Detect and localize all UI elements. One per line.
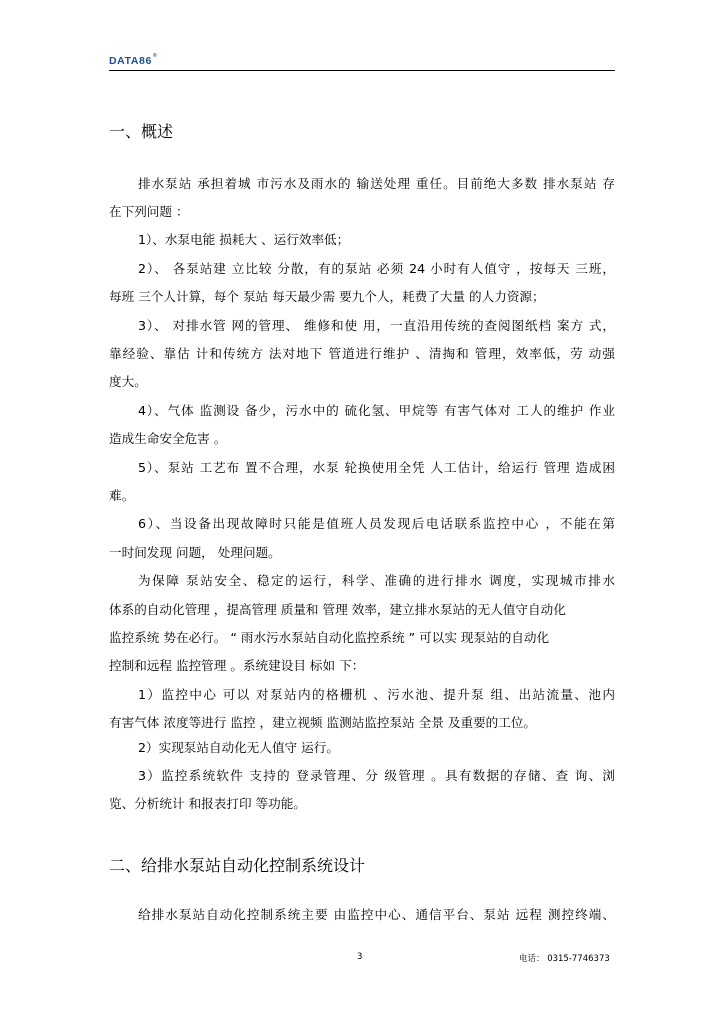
paragraph-line: 有害气体 浓度等进行 监控 ，建立视频 监测站监控泵站 全景 及重要的工位。 <box>109 715 537 730</box>
paragraph-line: 每班 三个人计算，每个 泵站 每天最少需 要九个人，耗费了大量 的人力资源； <box>109 289 545 304</box>
header-rule <box>109 70 615 71</box>
paragraph-line: 控制和远程 监控管理 。系统建设目 标如 下： <box>109 658 365 673</box>
section-title-overview: 一、概述 <box>109 122 174 141</box>
paragraph-line: 5）、泵站 工艺布 置不合理，水泵 轮换使用全凭 人工估计，给运行 管理 造成困 <box>138 460 615 475</box>
registered-mark: ® <box>152 53 158 59</box>
page-number: 3 <box>357 952 363 962</box>
company-logo <box>109 55 157 67</box>
paragraph-line: 难。 <box>109 488 135 503</box>
paragraph-line: 一时间发现 问题， 处理问题。 <box>109 545 281 560</box>
logo-text: DATA86 <box>109 55 152 67</box>
paragraph-line: 排水泵站 承担着城 市污水及雨水的 输送处理 重任。目前绝大多数 排水泵站 存 <box>138 176 615 191</box>
section-title-design: 二、给排水泵站自动化控制系统设计 <box>109 856 366 875</box>
footer-phone: 电话： 0315-7746373 <box>519 954 610 964</box>
paragraph-line: 3）监控系统软件 支持的 登录管理、分 级管理 。具有数据的存储、查 询、浏 <box>138 768 615 783</box>
paragraph-line: 3）、 对排水管 网的管理、 维修和使 用，一直沿用传统的查阅图纸档 案方 式， <box>138 318 615 333</box>
paragraph-line: 靠经验、靠估 计和传统方 法对地下 管道进行维护 、清掏和 管理，效率低，劳 动强 <box>109 346 615 361</box>
paragraph-line: 2）、 各泵站建 立比较 分散，有的泵站 必须 24 小时有人值守 ，按每天 三班， <box>138 261 615 276</box>
paragraph-line: 6）、当设备出现故障时只能是值班人员发现后电话联系监控中心 ，不能在第 <box>138 516 615 531</box>
paragraph-line: 度大。 <box>109 374 147 389</box>
paragraph-line: 造成生命安全危害 。 <box>109 431 227 446</box>
paragraph-line: 1）监控中心 可以 对泵站内的格栅机 、污水池、提升泵 组、出站流量、池内 <box>138 687 615 702</box>
paragraph-line: 1）、水泵电能 损耗大 、运行效率低； <box>138 232 350 247</box>
paragraph-line: 给排水泵站自动化控制系统主要 由监控中心、通信平台、泵站 远程 测控终端、 <box>138 907 615 922</box>
paragraph-line: 2）实现泵站自动化无人值守 运行。 <box>138 740 339 755</box>
paragraph-line: 为保障 泵站安全、稳定的运行，科学、准确的进行排水 调度，实现城市排水 <box>138 573 615 588</box>
paragraph-line: 在下列问题 ： <box>109 204 189 219</box>
paragraph-line: 监控系统 势在必行。 “ 雨水污水泵站自动化监控系统 ” 可以实 现泵站的自动化 <box>109 630 550 645</box>
paragraph-line: 体系的自动化管理 ，提高管理 质量和 管理 效率，建立排水泵站的无人值守自动化 <box>109 602 566 617</box>
paragraph-line: 4）、气体 监测设 备少，污水中的 硫化氢、甲烷等 有害气体对 工人的维护 作业 <box>138 403 615 418</box>
paragraph-line: 览、分析统计 和报表打印 等功能。 <box>109 796 306 811</box>
